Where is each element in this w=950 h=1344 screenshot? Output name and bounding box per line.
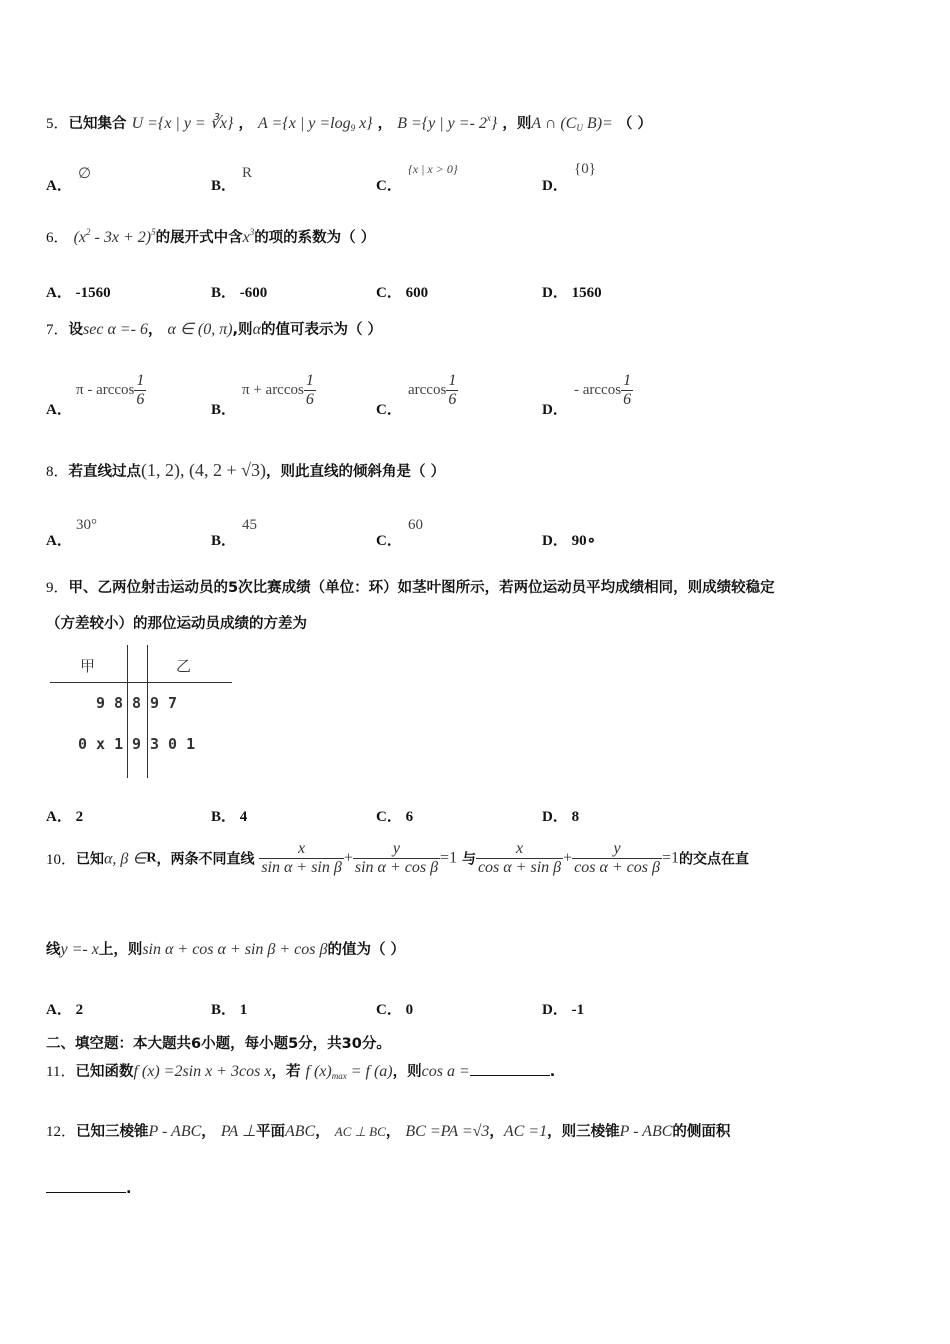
- q9-option-c[interactable]: C． 6: [376, 809, 414, 825]
- section-heading: 二、填空题：本大题共6小题，每小题5分，共30分。: [46, 1036, 391, 1052]
- q7-option-c-value: arccos $\frac{1}{6}$: [408, 372, 457, 408]
- q6-stem: 6． $(x^2 - 3x + 2)^5$的展开式中含$x^3$的项的系数为（ ）: [46, 227, 376, 246]
- q5-option-c-label[interactable]: C．: [376, 178, 402, 194]
- q5-stem: 5．已知集合 U ={x | y = ∛x} ， A ={x | $y =\log_9$ x} ， B ={y | y =- 2$^x$} ，则A ∩ ($C_U$ B)= （ ）: [46, 113, 652, 133]
- q7-stem: 7．设sec α =- 6， α ∈ (0, π),则α的值可表示为（ ）: [46, 321, 383, 338]
- q9-option-d[interactable]: D． 8: [542, 809, 580, 825]
- q6-expression: $(x^2 - 3x + 2)^5$: [73, 227, 156, 246]
- plot-row2-leaves-left: 0 x 1: [78, 735, 124, 753]
- q8-stem: 8．若直线过点(1, 2), (4, 2 + √3)，则此直线的倾斜角是（ ）: [46, 460, 446, 480]
- q6-option-a[interactable]: A． -1560: [46, 285, 111, 301]
- plot-vline-2: [147, 645, 148, 778]
- plot-row2-leaves-right: 3 0 1: [150, 735, 196, 753]
- q5-option-b-label[interactable]: B．: [211, 178, 237, 194]
- q8-option-c-value: 60: [408, 517, 423, 533]
- q7-option-a-value: π - arccos $\frac{1}{6}$: [76, 372, 145, 408]
- set-expression: A ∩ ($C_U$ B)=: [531, 115, 613, 133]
- q7-option-a-label[interactable]: A．: [46, 402, 72, 418]
- plot-vline-1: [127, 645, 128, 778]
- q10-option-d[interactable]: D． -1: [542, 1002, 585, 1018]
- q9-option-a[interactable]: A． 2: [46, 809, 84, 825]
- q10-stem-line2: 线y =- x上，则sin α + cos α + sin β + cos β的值为（ ）: [46, 941, 406, 958]
- stem-leaf-plot: [48, 645, 238, 780]
- q12-stem: 12．已知三棱锥P - ABC， PA ⊥平面ABC， AC ⊥ BC， BC =PA =√3，AC =1，则三棱锥P - ABC的侧面积: [46, 1123, 731, 1140]
- q9-stem-line2: （方差较小）的那位运动员成绩的方差为: [46, 616, 307, 632]
- q8-option-a-label[interactable]: A．: [46, 533, 72, 549]
- q5-option-a-value: ∅: [78, 166, 92, 182]
- q10-option-c[interactable]: C． 0: [376, 1002, 414, 1018]
- q7-option-b-label[interactable]: B．: [211, 402, 237, 418]
- q9-option-b[interactable]: B． 4: [211, 809, 248, 825]
- q8-option-b-label[interactable]: B．: [211, 533, 237, 549]
- q6-option-b[interactable]: B． -600: [211, 285, 268, 301]
- plot-row1-stem: 8: [132, 694, 142, 712]
- set-U: U ={x | y = ∛x}: [131, 115, 234, 132]
- q10-option-b[interactable]: B． 1: [211, 1002, 248, 1018]
- q10-option-a[interactable]: A． 2: [46, 1002, 84, 1018]
- plot-row1-leaves-left: 9 8: [96, 694, 124, 712]
- q12-answer-line: .: [46, 1178, 132, 1197]
- q5-option-b-value: R: [242, 165, 253, 181]
- q11-answer-blank[interactable]: [470, 1061, 550, 1076]
- plot-header-right: 乙: [176, 657, 192, 675]
- q5-option-d-label[interactable]: D．: [542, 178, 568, 194]
- q8-option-b-value: 45: [242, 517, 257, 533]
- q9-stem-line1: 9．甲、乙两位射击运动员的5次比赛成绩（单位：环）如茎叶图所示，若两位运动员平均成绩相同，则成绩较稳定: [46, 580, 775, 596]
- set-B: B ={y | y =- 2$^x$}: [397, 113, 498, 132]
- q6-option-c[interactable]: C． 600: [376, 285, 429, 301]
- plot-header-left: 甲: [80, 657, 96, 675]
- plot-row2-stem: 9: [132, 735, 142, 753]
- q11-stem: 11．已知函数f (x) =2sin x + 3cos x，若 f $(x)_{max} = f$ (a)，则cos a = .: [46, 1063, 556, 1081]
- q10-stem-line1: 10．已知α, β ∈R，两条不同直线 $\frac{x}{\text{sin α + sin β}}$ + $\frac{y}{\text{sin α + cos β}}$ =1 与 $\frac{x}{\text{cos α + sin β}}$ + $\frac{y}{\text{cos α + cos β}}$ =1的交点在直: [46, 840, 750, 876]
- q7-option-d-label[interactable]: D．: [542, 402, 568, 418]
- q8-option-d[interactable]: D． 90∘: [542, 533, 596, 549]
- q5-option-d-value: {0}: [574, 161, 596, 177]
- plot-hline: [50, 682, 232, 683]
- q6-option-d[interactable]: D． 1560: [542, 285, 602, 301]
- q12-answer-blank[interactable]: [46, 1178, 126, 1193]
- q8-option-c-label[interactable]: C．: [376, 533, 402, 549]
- q5-option-c-value: {x | x > 0}: [408, 162, 458, 176]
- q8-option-a-value: 30°: [76, 517, 97, 533]
- q7-option-b-value: π + arccos $\frac{1}{6}$: [242, 372, 314, 408]
- q7-option-c-label[interactable]: C．: [376, 402, 402, 418]
- q7-option-d-value: - arccos $\frac{1}{6}$: [574, 372, 632, 408]
- q5-option-a-label[interactable]: A．: [46, 178, 72, 194]
- set-A: A ={x | $y =\log_9$ x}: [258, 115, 373, 133]
- plot-row1-leaves-right: 9 7: [150, 694, 178, 712]
